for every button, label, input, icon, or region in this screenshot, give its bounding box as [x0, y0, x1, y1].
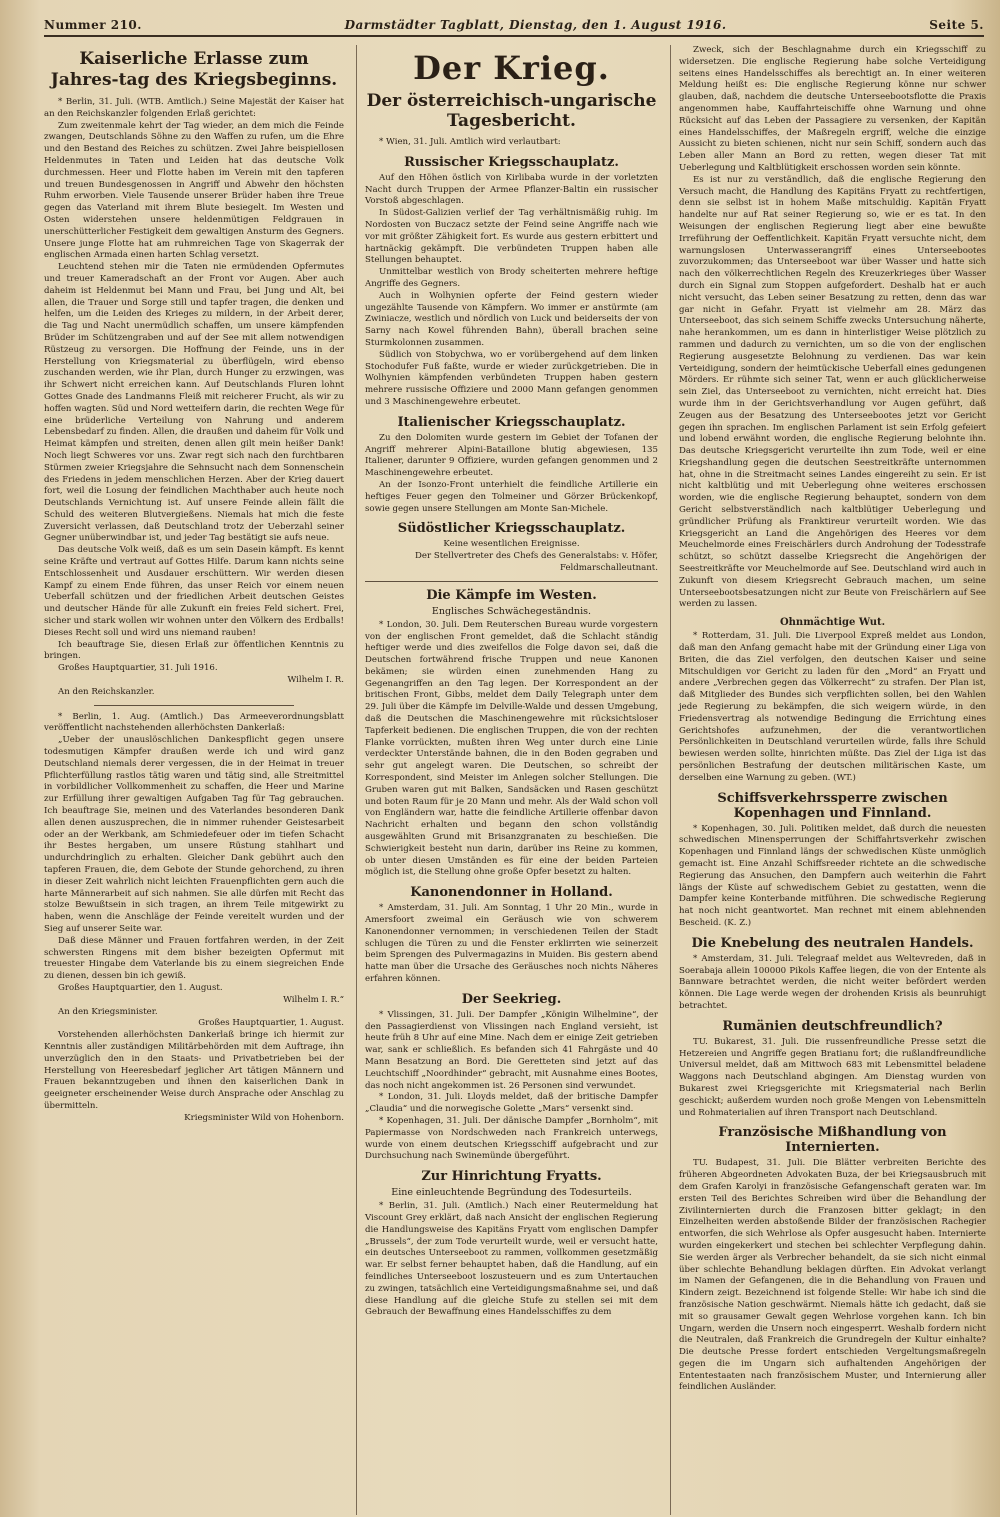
- paragraph: * Amsterdam, 31. Juli. Am Sonntag, 1 Uhr 20 Min., wurde in Amersfoort zweimal ein Geräusch wie von schwerem Kanonendonner vernommen; in verschiedenen Teilen der Stadt schlugen die Türen zu und die Fenster erklirrten wie seinerzeit beim Sprengen des Pulvermagazins in Muiden. Bis gestern abend hatte man über die Ursache des Geräusches noch nichts Näheres erfahren können.: [365, 903, 658, 985]
- subsection-heading: Südöstlicher Kriegsschauplatz.: [397, 521, 626, 537]
- article-headline: Kanonendonner in Holland.: [410, 885, 613, 901]
- article-headline: Der Seekrieg.: [461, 991, 562, 1007]
- paragraph: Zweck, sich der Beschlagnahme durch ein Kriegsschiff zu widersetzen. Die englische Regierung habe solche Verteidigung seitens eines Handelsschiffes als berechtigt an. In einer weiteren Meldung heißt es: Die englische Regierung könne nur schwer glauben, daß, nachdem die deutsche Unterseebootsflotte die Praxis angenommen habe, Kauffahrteischiffe ohne Warnung und ohne Rücksicht auf das Leben der Passagiere zu versenken, der Kapitän eines Handelsschiffes, der Maßregeln ergriff, welche die einzige Aussicht zu bieten schienen, nicht nur sein Schiff, sondern auch das Leben aller Mann an Bord zu retten, wegen dieser Tat mit Ueberlegung und Kaltblütigkeit erschossen worden sein könnte.: [679, 45, 986, 173]
- paragraph: * Berlin, 31. Juli. (WTB. Amtlich.) Seine Majestät der Kaiser hat an den Reichskanzler folgenden Erlaß gerichtet:: [44, 97, 344, 119]
- paragraph: „Ueber der unauslöschlichen Dankespflicht gegen unsere todesmutigen Kämpfer draußen werde ich und wird ganz Deutschland niemals derer vergessen, die in der Heimat in treuer Pflichterfüllung rastlos tätig waren und tätig sind, alle Streitmittel in vorbildlicher Vollkommenheit zu schaffen, die Heer und Marine zur Erfüllung ihrer gewaltigen Aufgaben Tag für Tag gebrauchen. Ich beauftrage Sie, meinen und des Vaterlandes besonderen Dank allen denen auszusprechen, die in nimmer ruhender Geistesarbeit oder an der Werkbank, am Schmiedefeuer oder im tiefen Schacht ihr Bestes hergaben, um unsere Rüstung stahlhart und undurchdringlich zu erhalten. Gleicher Dank gebührt auch den tapferen Frauen, die, dem Gebote der Stunde gehorchend, zu ihren in dieser Zeit wahrlich nicht leichten Frauenpflichten gern auch die harte Männerarbeit auf sich nahmen. Sie alle dürfen mit Recht das stolze Bewußtsein in sich tragen, an ihrem Teile mitgewirkt zu haben, wenn die Anschläge der Feinde vereitelt wurden und der Sieg auf unserer Seite war.: [44, 735, 344, 934]
- column-left: [44, 45, 344, 1515]
- masthead: [44, 18, 984, 37]
- paragraph: Keine wesentlichen Ereignisse.: [443, 539, 580, 550]
- signature: Wilhelm I. R.“: [283, 994, 344, 1005]
- paragraph: * London, 30. Juli. Dem Reuterschen Bureau wurde vorgestern von der englischen Front gemeldet, daß die Schlacht ständig heftiger werde und dies zweifellos die Folge davon sei, daß die Deutschen fortwährend frische Truppen und neue Kanonen bekämen; sie würden einen zunehmenden Hang zu Gegenangriffen an den Tag legen. Der Korrespondent an der britischen Front, Gibbs, meldet dem Daily Telegraph unter dem 29. Juli über die Kämpfe im Delville-Walde und dessen Umgebung, daß die Deutschen die Maschinengewehre mit rücksichtsloser Tapferkeit bedienen. Die englischen Truppen, die von der rechten Flanke vorrückten, mußten ihren Weg unter durch eine Linie verdeckter Unterstände bahnen, die in den Boden gegraben und sehr gut angelegt waren. Die Deutschen, so schreibt der Korrespondent, sind Meister im Anlegen solcher Stellungen. Die Gruben waren gut mit Balken, Sandsäcken und Rasen geschützt und boten Raum für je 20 Mann und mehr. Als der Wald schon voll von Engländern war, hatte die feindliche Artillerie offenbar davon Nachricht erhalten und begann den schon vollständig ausgewählten Grund mit Brisanzgranaten zu beschießen. Die Schwierigkeit besteht nun darin, darüber ins Reine zu kommen, ob unter diesen Umständen es für eine der beiden Parteien möglich ist, die Stellung ohne große Opfer besetzt zu halten.: [365, 619, 658, 878]
- paragraph: * Rotterdam, 31. Juli. Die Liverpool Expreß meldet aus London, daß man den Anfang gemacht habe mit der Gründung einer Liga von Briten, die das Ziel verfolgen, den deutschen Kaiser und seine Mitschuldigen vor Gericht zu laden für den „Mord“ an Fryatt und andere „Verbrechen gegen das Völkerrecht“ zu strafen. Der Plan ist, daß Mitglieder des Bundes sich verpflichten sollen, bei den Wahlen jede Regierung zu bekämpfen, die sich weigern würde, in den Friedensvertrag als notwendige Bedingung die Errichtung eines Gerichtshofes aufzunehmen, der die verantwortlichen Persönlichkeiten in Deutschland verurteilen würde, falls ihre Schuld bewiesen werden sollte, hinrichten müßte. Das Ziel der Liga ist das persönlichen Bestrafung der deutschen militärischen Kaste, um derselben eine Warnung zu geben. (WT.): [679, 631, 986, 783]
- paragraph: Das deutsche Volk weiß, daß es um sein Dasein kämpft. Es kennt seine Kräfte und vertraut auf Gottes Hilfe. Darum kann nichts seine Entschlossenheit und Ausdauer erschüttern. Wir werden diesen Kampf zu einem Ende führen, das unser Reich vor einem neuen Ueberfall schützen und der friedlichen Arbeit deutschen Geistes und deutscher Hände für alle Zukunft ein freies Feld sichert. Frei, sicher und stark wollen wir wohnen unter den Völkern des Erdballs! Dieses Recht soll und wird uns niemand rauben!: [44, 545, 344, 638]
- paragraph: * Berlin, 31. Juli. (Amtlich.) Nach einer Reutermeldung hat Viscount Grey erklärt, daß nach Ansicht der englischen Regierung die Handlungsweise des Kapitäns Fryatt vom englischen Dampfer „Brussels“, der zum Tode verurteilt wurde, weil er versucht hatte, ein deutsches Unterseeboot zu rammen, vollkommen gesetzmäßig war. Er selbst ferner behauptet haben, daß die Handlung, auf ein feindliches Unterseeboot loszusteuern und es zum Untertauchen zu zwingen, tatsächlich eine Verteidigungsmaßnahme sei, und daß diese Handlung auf die gleiche Stufe zu stellen sei mit dem Gebrauch der Bewaffnung eines Handelsschiffes zu dem: [365, 1201, 658, 1318]
- subsection-heading: Italienischer Kriegsschauplatz.: [397, 414, 626, 430]
- paragraph: Vorstehenden allerhöchsten Dankerlaß bringe ich hiermit zur Kenntnis aller zuständigen Militärbehörden mit dem Auftrage, ihn unverzüglich den in den Staats- und Privatbetrieben bei der Herstellung von Heeresbedarf jeglicher Art tätigen Männern und Frauen bekanntzugeben und ihnen den kaiserlichen Dank in geeigneter erscheinender Weise durch Ansprache oder Anschlag zu übermitteln.: [44, 1030, 344, 1111]
- addressee: An den Kriegsminister.: [58, 1006, 158, 1017]
- section-headline: Der Krieg.: [413, 49, 610, 87]
- paragraph: Ich beauftrage Sie, diesen Erlaß zur öffentlichen Kenntnis zu bringen.: [44, 639, 344, 662]
- column-middle: [356, 45, 658, 1515]
- paragraph: * London, 31. Juli. Lloyds meldet, daß der britische Dampfer „Claudia“ und die norwegische Golette „Mars“ versenkt sind.: [365, 1092, 658, 1115]
- subheading: Eine einleuchtende Begründung des Todesurteils.: [391, 1187, 632, 1199]
- paragraph: * Wien, 31. Juli. Amtlich wird verlautbart:: [379, 137, 561, 147]
- newspaper-title: Darmstädter Tagblatt, Dienstag, den 1. August 1916.: [344, 18, 727, 32]
- divider: [365, 581, 658, 582]
- divider: [94, 705, 294, 706]
- subheading: Englisches Schwächegeständnis.: [431, 605, 592, 617]
- paragraph: Unmittelbar westlich von Brody scheiterten mehrere heftige Angriffe des Gegners.: [365, 267, 658, 289]
- signature: Kriegsminister Wild von Hohenborn.: [184, 1112, 344, 1123]
- issue-number: Nummer 210.: [44, 18, 142, 32]
- paragraph: Leuchtend stehen mir die Taten nie ermüdenden Opfermutes und treuer Kameradschaft an der Front vor Augen. Aber auch daheim ist Heldenmut bei Mann und Frau, bei Jung und Alt, bei allen, die Trauer und Sorge still und tapfer tragen, die denken und helfen, um die Leiden des Krieges zu mildern, in der Arbeit derer, die Tag und Nacht unermüdlich schaffen, um unsere kämpfenden Brüder im Schützengraben und auf der See mit allem notwendigen Rüstzeug zu versorgen. Die Hoffnung der Feinde, uns in der Herstellung von Kriegsmaterial zu überflügeln, wird ebenso zuschanden werden, wie ihr Plan, durch Hunger zu erzwingen, was ihr Schwert nicht erreichen kann. Auf Deutschlands Fluren lohnt Gottes Gnade des Landmanns Fleiß mit reicherer Frucht, als wir zu hoffen wagten. Süd und Nord wetteifern darin, die rechten Wege für eine brüderliche Verteilung von Nahrung und anderem Lebensbedarf zu finden. Allen, die draußen und daheim für Volk und Heimat kämpfen und streiten, denen allen gilt mein heißer Dank! Noch liegt Schweres vor uns. Zwar regt sich nach den furchtbaren Stürmen zweier Kriegsjahre die Sehnsucht nach dem Sonnenschein des Friedens in jedem menschlichen Herzen. Aber der Krieg dauert fort, weil die Losung der feindlichen Machthaber auch heute noch Deutschlands Vernichtung ist. Auf unsere Feinde allein fällt die Schuld des weiteren Blutvergießens. Niemals hat mich die feste Zuversicht verlassen, daß Deutschland trotz der Ueberzahl seiner Gegner unüberwindbar ist, und jeder Tag bestätigt sie aufs neue.: [44, 262, 344, 544]
- paragraph: Auf den Höhen östlich von Kirlibaba wurde in der vorletzten Nacht durch Truppen der Armee Pflanzer-Baltin ein russischer Vorstoß abgeschlagen.: [365, 172, 658, 207]
- article-headline: Der österreichisch-ungarische Tagesbericht.: [366, 91, 657, 131]
- paragraph: Großes Hauptquartier, den 1. August.: [58, 982, 223, 993]
- article-headline: Rumänien deutschfreundlich?: [722, 1018, 943, 1034]
- paragraph: TU. Budapest, 31. Juli. Die Blätter verbreiten Berichte des früheren Abgeordneten Advokaten Buza, der bei Kriegsausbruch mit dem Grafen Karolyi in französische Gefangenschaft geraten war. Im ersten Teil des Berichtes Schreiben wird über die Behandlung der Zivilinternierten durch die Franzosen bitter geklagt; in den Einzelheiten werden abstoßende Bilder der französischen Rachegier entworfen, die sich Wehrlose als Opfer ausgesucht haben. Internierte wurden eingekerkert und stechen bei schlechter Verpflegung dahin. Sie werden ärger als Verbrecher behandelt, da sie sich nicht einmal über schlechte Behandlung beklagen dürften. Ein Advokat verlangt im Namen der Gefangenen, die in die Behandlung von Frauen und Kindern zeigt. Bezeichnend ist folgende Stelle: Wir habe ich sind die französische Nation geschwärmt. Niemals hätte ich gedacht, daß sie mit so grausamer Gewalt gegen Wehrlose vorgehen kann. Ich bin Ungarn, werden die Unsern noch eingesperrt. Weshalb fordern nicht die Neutralen, daß Frankreich die Grundregeln der Kultur einhalte? Die deutsche Presse fordert entschieden Vergeltungsmaßregeln gegen die im Ungarn sich aufhaltenden Angehörigen der Ententestaaten nach französischem Muster, und Internierung aller feindlichen Ausländer.: [679, 1158, 986, 1393]
- article-headline: Französische Mißhandlung von Internierten.: [718, 1125, 947, 1156]
- paragraph: * Berlin, 1. Aug. (Amtlich.) Das Armeeverordnungsblatt veröffentlicht nachstehenden allerhöchsten Dankerlaß:: [44, 711, 344, 734]
- article-headline: Kaiserliche Erlasse zum Jahres-tag des Kriegsbeginns.: [50, 49, 338, 90]
- paragraph: Daß diese Männer und Frauen fortfahren werden, in der Zeit schwersten Ringens mit dem bisher bezeigten Opfermut mit treuester Hingabe dem Vaterlande bis zu einem siegreichen Ende zu dienen, dessen bin ich gewiß.: [44, 935, 344, 982]
- signature: Der Stellvertreter des Chefs des Generalstabs: v. Höfer, Feldmarschalleutnant.: [415, 551, 658, 573]
- paragraph: Zum zweitenmale kehrt der Tag wieder, an dem mich die Feinde zwangen, Deutschlands Söhne zu den Waffen zu rufen, um die Ehre und den Bestand des Reiches zu schützen. Zwei Jahre beispiellosen Heldenmutes in Taten und Leiden hat das deutsche Volk durchmessen. Heer und Flotte haben im Verein mit den tapferen und treuen Bundesgenossen in Angriff und Abwehr den höchsten Ruhm erworben. Viele Tausende unserer Brüder haben ihre Treue gegen das Vaterland mit ihrem Blute besiegelt. Im Westen und Osten widerstehen unsere heldenmütigen Feldgrauen in unerschütterlicher Festigkeit dem gewaltigen Ansturm des Gegners. Unsere junge Flotte hat am ruhmreichen Tage von Skagerrak der englischen Armada einen harten Schlag versetzt.: [44, 120, 344, 261]
- dateline: Großes Hauptquartier, 1. August.: [198, 1018, 344, 1029]
- paragraph: In Südost-Galizien verlief der Tag verhältnismäßig ruhig. Im Nordosten von Buczacz setzte der Feind seine Angriffe nach wie vor mit größter Zähigkeit fort. Es wurde aus gestern erbittert und hartnäckig gekämpft. Die verbündeten Truppen haben alle Stellungen behauptet.: [365, 208, 658, 266]
- addressee: An den Reichskanzler.: [58, 686, 155, 697]
- article-headline: Schiffsverkehrssperre zwischen Kopenhagen und Finnland.: [717, 790, 948, 821]
- paragraph: An der Isonzo-Front unterhielt die feindliche Artillerie ein heftiges Feuer gegen den Tolmeiner und Görzer Brückenkopf, sowie gegen unsere Stellungen am Monte San-Michele.: [365, 479, 658, 514]
- article-headline: Zur Hinrichtung Fryatts.: [421, 1169, 602, 1185]
- paragraph: * Kopenhagen, 31. Juli. Der dänische Dampfer „Bornholm“, mit Papiermasse von Nordschweden nach Frankreich unterwegs, wurde von einem deutschen Kriegsschiff aufgebracht und zur Durchsuchung nach Swinemünde übergeführt.: [365, 1115, 658, 1162]
- paragraph: Südlich von Stobychwa, wo er vorübergehend auf dem linken Stochodufer Fuß faßte, wurde er wieder zurückgetrieben. Die in Wolhynien kämpfenden verbündeten Truppen haben gestern mehrere russische Offiziere und 2000 Mann gefangen genommen und 3 Maschinengewehre erbeutet.: [365, 349, 658, 407]
- paragraph: TU. Bukarest, 31. Juli. Die russenfreundliche Presse setzt die Hetzereien und Angriffe gegen Bratianu fort; die rußlandfreundliche Universul meldet, daß am Mittwoch 683 mit Lebensmittel beladene Waggons nach Deutschland abgingen. Am Dienstag wurden von Bukarest zwei Kriegsgerichte mit Kriegsmaterial nach Berlin geschickt; außerdem wurden noch große Mengen von Lebensmitteln und Rohmaterialien auf ihren Transport nach Deutschland.: [679, 1036, 986, 1118]
- signature: Wilhelm I. R.: [287, 675, 344, 686]
- paragraph: Zu den Dolomiten wurde gestern im Gebiet der Tofanen der Angriff mehrerer Alpini-Bataillone blutig abgewiesen, 135 Italiener, darunter 9 Offiziere, wurden gefangen genommen und 2 Maschinengewehre erbeutet.: [365, 432, 658, 479]
- column-right: [670, 45, 986, 1515]
- page-number: Seite 5.: [929, 18, 984, 32]
- paragraph: * Vlissingen, 31. Juli. Der Dampfer „Königin Wilhelmine“, der den Passagierdienst von Vlissingen nach England versieht, ist heute früh 8 Uhr auf eine Mine. Nach dem er einige Zeit getrieben war, sank er schließlich. Es befanden sich 41 Fahrgäste und 40 Mann Besatzung an Bord. Die Geretteten sind jetzt auf das Leuchtschiff „Noordhinder“ gebracht, mit Ausnahme eines Bootes, das noch nicht angekommen ist. 26 Personen sind verwundet.: [365, 1009, 658, 1091]
- article-headline: Ohnmächtige Wut.: [779, 617, 886, 629]
- paragraph: Großes Hauptquartier, 31. Juli 1916.: [58, 663, 218, 674]
- paragraph: * Amsterdam, 31. Juli. Telegraaf meldet aus Weltevreden, daß in Soerabaja allein 100000 Pikols Kaffee liegen, die von der Entente als Bannware betrachtet werden, die nicht weiter befördert werden können. Die Lage werde wegen der drohenden Krisis als beunruhigt betrachtet.: [679, 953, 986, 1011]
- paragraph: Es ist nur zu verständlich, daß die englische Regierung den Versuch macht, die Handlung des Kapitäns Fryatt zu rechtfertigen, denn sie selbst ist in hohem Maße mitschuldig. Kapitän Fryatt handelte nur auf Rat seiner Regierung so, wie er es tat. In den Weisungen der englischen Regierung liegt aber eine bewußte Irreführung der Oeffentlichkeit. Kapitän Fryatt versuchte nicht, dem warnungslosen Unterwasserangriff eines Unterseebootes zuvorzukommen; das Unterseeboot war über Wasser und hatte sich nach den völkerrechtlichen Regeln des Kreuzerkrieges über Wasser durch ein Signal zum Stoppen aufgefordert. Deshalb hat er auch nicht versucht, das Leben seiner Besatzung zu retten, denn das war gar nicht in Gefahr. Fryatt ist vielmehr am 28. März das Unterseeboot, das sich seinem Schiffe zwecks Untersuchung näherte, nahe herankommen, um es dann in hinterlistiger Weise plötzlich zu rammen und dadurch zu vernichten, um so die von der englischen Regierung ausgesetzte Belohnung zu verdienen. Das war kein Verteidigung, sondern der heimtückische Ueberfall eines gedungenen Mörders. Er rühmte sich seiner Tat, wenn er auch glücklicherweise sein Ziel, das Unterseeboot zu vernichten, nicht erreicht hat. Dies wurde ihm in der Gerichtsverhandlung vor Augen geführt, daß Zeugen aus der Besatzung des Unterseebootes jetzt vor Gericht gegen ihn sprachen. Im englischen Parlament ist sein Erfolg gefeiert und lobend erwähnt worden, die englische Regierung belohnte ihn. Das deutsche Kriegsgericht verurteilte ihn zum Tode, weil er eine Kriegshandlung gegen die deutschen Seestreitkräfte unternommen hat, ohne in die Streitmacht seines Landes eingereiht zu sein. Er ist nicht kaltblütig und mit Ueberlegung ohne weiteres erschossen worden, wie die englische Regierung behauptet, sondern von dem Gericht selbstverständlich nach kaltblütiger Ueberlegung und gründlicher Prüfung als Franktireur verurteilt worden. Wie das Kriegsgericht an Land die Angehörigen des Heeres vor dem Meuchelmorde eines Freischärlers durch Androhung der Todesstrafe schützt, so schützt dasselbe Kriegsrecht die Angehörigen der Seestreitkräfte vor Meuchelmorde auf See. Deutschland wird auch in Zukunft von diesem Kriegsrecht Gebrauch machen, um seine Unterseebootsbesatzungen nicht zur Beute von Freischärlern auf See werden zu lassen.: [679, 174, 986, 610]
- article-headline: Die Knebelung des neutralen Handels.: [691, 935, 974, 951]
- subsection-heading: Russischer Kriegsschauplatz.: [404, 154, 619, 170]
- paragraph: Auch in Wolhynien opferte der Feind gestern wieder ungezählte Tausende von Kämpfern. Wo immer er anstürmte (am Zwiniacze, westlich und nördlich von Luck und beiderseits der von Sarny nach Kowel führenden Bahn), überall brachen seine Sturmkolonnen zusammen.: [365, 290, 658, 348]
- paragraph: * Kopenhagen, 30. Juli. Politiken meldet, daß durch die neuesten schwedischen Minensperrungen der Schiffahrtsverkehr zwischen Kopenhagen und Finnland längs der schwedischen Küste unmöglich gemacht ist. Eine Anzahl Schiffsreeder richtete an die schwedische Regierung das Ansuchen, den Dampfern auch weiterhin die Fahrt längs der Küste auf schwedischem Gebiet zu gestatten, wenn die Dampfer keine Konterbande mitführen. Die schwedische Regierung hat noch nicht geantwortet. Man rechnet mit einem ablehnenden Bescheid. (K. Z.): [679, 823, 986, 928]
- article-headline: Die Kämpfe im Westen.: [426, 587, 597, 603]
